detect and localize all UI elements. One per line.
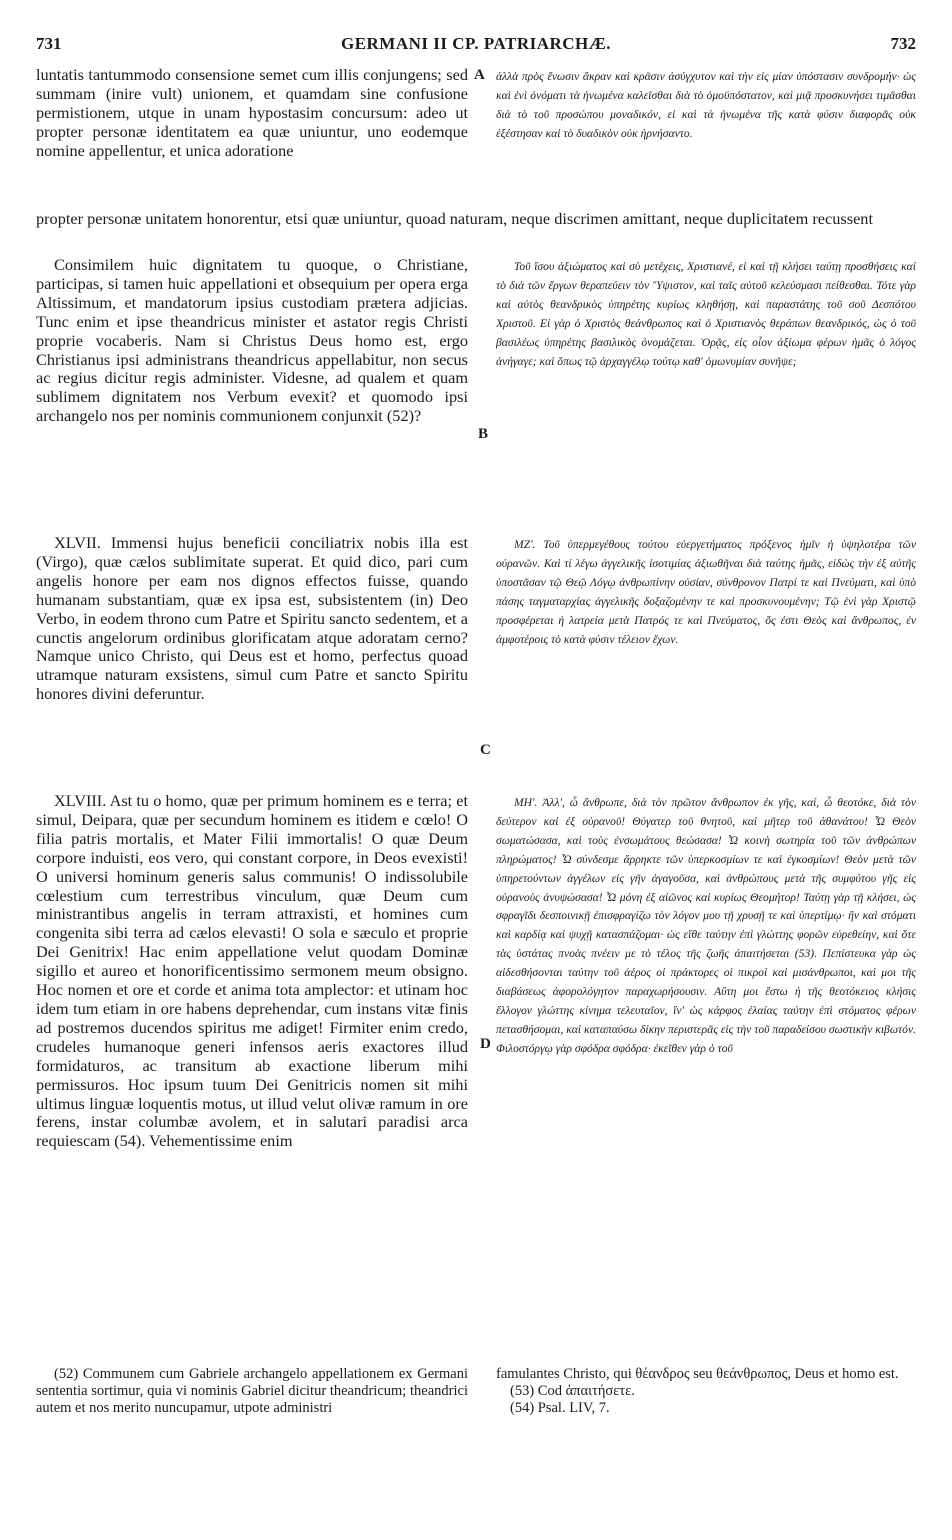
greek-paragraph-4: [496, 794, 916, 1059]
greek-paragraph-2: [496, 258, 916, 371]
running-title: GERMANI II CP. PATRIARCHÆ.: [340, 34, 612, 53]
latin-text: luntatis tantummodo consensione semet cum illis conjungens; sed summam (inire vult) unionem, et quamdam sine confusione permistionem, utque in unam hypostasim concursum: adeo ut propter personæ identitatem ea quæ uniuntur, uno eodemque nomine appellentur, et unica adoratione: [36, 65, 468, 160]
footnote-text: (52) Communem cum Gabriele archangelo appellationem ex Germani sententia sortimur, quia vi nominis Gabriel dicitur theandricum; theandrici autem et nos merito nuncupamur, utpote administri: [36, 1366, 468, 1416]
latin-paragraph-3: [36, 534, 468, 704]
footnote-53: (53) Cod ἀπαιτήσετε.: [510, 1382, 635, 1399]
margin-letter-a: A: [474, 67, 485, 83]
page-number-left: 731: [36, 34, 62, 53]
footnote-52: [36, 1366, 468, 1416]
latin-paragraph-2: [36, 256, 468, 426]
margin-letter-c: C: [480, 742, 491, 758]
margin-letter-b: B: [478, 426, 489, 442]
latin-text: XLVIII. Ast tu o homo, quæ per primum hominem es e terra; et simul, Deipara, quæ per secundum hominem es itidem e cœlo! O filia patris mortalis, et Mater Filii immortalis! O quæ Deum corpore induisti, eos vero, qui constant corpore, in Deos evexisti! O universi hominum generis salus communis! O indissolubile cœlestium cum terrestribus vinculum, quæ Deum cum ministrantibus angelis in terram attraxisti, et homines cum congenita sibi terra ad cælos elevasti! O sola e sæculo et proprie Dei Genitrix! Hac enim appellatione velut quodam Dominæ sigillo et aureo et honorificentissimo sermonem meum obsigno. Hoc nomen et ore et corde et anima tota amplector: et utinam hoc idem tum etiam in ore habens deprehendar, cum instans vitæ finis ad postremos ducendos spiritus me adiget! Firmiter enim credo, crudeles humanoque generi infensos aeris exactores illud formidaturos, ac transitum ab exactione liberum mihi permissuros. Hoc ipsum tuum Dei Genitricis nomen sit mihi ultimus linguæ loquentis motus, ut illud velut olivæ ramum in ore ferens, instar columbæ avolem, et in salutari paradisi arca requiescam (54). Vehementissime enim: [36, 791, 468, 1151]
latin-text: Consimilem huic dignitatem tu quoque, o Christiane, participas, si tamen huic appellationi et obsequium per opera erga Altissimum, et mandatorum ipsius custodiam prætera adjicias. Tunc enim et ipse theandricus minister et astator regis Christi proprie vocaberis. Nam si Christus Deus homo est, ergo Christianus ipsi administrans theandricus appellabitur, non secus ac regius dicitur regis administer. Videsne, ad qualem et quam sublimem dignitatem nos Verbum evexit? et quomodo ipsi archangelo nos per nominis communionem conjunxit (52)?: [36, 255, 468, 426]
footnote-54: (54) Psal. LIV, 7.: [510, 1399, 610, 1416]
greek-text: ΜΖʹ. Τοῦ ὑπερμεγέθους τούτου εὐεργετήματος πρόξενος ἡμῖν ἡ ὑψηλοτέρα τῶν οὐρανῶν. Καὶ τί λέγω ἀγγελικῆς ἰσοτιμίας ἀξιωθῆναι διὰ ταύτης ἡμᾶς, εἰδὼς τὴν ἐξ αὐτῆς ὑποστᾶσαν τῷ Θεῷ Λόγῳ ἀνθρωπίνην οὐσίαν, σύνθρονον Πατρί τε καὶ Πνεύματι, καὶ ὑπὸ πάσης ταγματαρχίας ἀγγελικῆς δοξαζομένην τε καὶ προσκυνουμένην; Τῷ ἑνὶ γὰρ Χριστῷ προσφέρεται ἡ λατρεία μετὰ Πατρός τε καὶ Πνεύματος, ὅς ἐστι Θεὸς καὶ ἄνθρωπος, ἐν ἀμφοτέροις τὸ κατὰ φύσιν τέλειον ἔχων.: [496, 538, 916, 646]
page-number-right: 732: [890, 34, 916, 53]
greek-text: Τοῦ ἴσου ἀξιώματος καὶ σὺ μετέχεις, Χριστιανέ, εἰ καὶ τῇ κλήσει ταύτῃ προσθήσεις καὶ τὸ διὰ τῶν ἔργων θεραπεύειν τὸν Ὕψιστον, καὶ ταῖς αὐτοῦ κελεύσμασι πείθεσθαι. Τότε γὰρ καὶ αὐτὸς θεανδρικὸς ὑπηρέτης κυρίως κληθήσῃ, καὶ παραστάτης τοῦ σοῦ Δεσπότου Χριστοῦ. Εἰ γὰρ ὁ Χριστὸς θεάνθρωπος καὶ ὁ Χριστιανὸς θεράπων θεανδρικός, ὡς ὁ τοῦ βασιλέως ὑπηρέτης βασιλικὸς ὀνομάζεται. Ὁρᾷς, εἰς οἷον ἀξίωμα φέρων ἡμᾶς ὁ λόγος ἀνήγαγε; καὶ ὅπως τῷ ἀρχαγγέλῳ τούτῳ καθ' ὁμωνυμίαν συνῆψε;: [496, 260, 916, 368]
running-header: [36, 34, 916, 58]
footnotes-right: [496, 1366, 916, 1416]
footnote-52-continuation: famulantes Christo, qui θέανδρος seu θεάνθρωπος, Deus et homo est.: [496, 1366, 899, 1382]
greek-text: ΜΗʹ. Ἀλλ', ὦ ἄνθρωπε, διὰ τὸν πρῶτον ἄνθρωπον ἐκ γῆς, καί, ὦ θεοτόκε, διὰ τὸν δεύτερον καὶ ἐξ οὐρανοῦ! Θύγατερ τοῦ θνητοῦ, καὶ μῆτερ τοῦ ἀθανάτου! Ὦ Θεὸν σωματώσασα, καὶ τοὺς ἐνσωμάτους θεώσασα! Ὦ κοινὴ σωτηρία τοῦ τῶν ἀνθρώπων πληρώματος! Ὦ σύνδεσμε ἄρρηκτε τῶν ὑπερκοσμίων τε καὶ ἐγκοσμίων! Θεὸν μετὰ τῶν ὑπηρετούντων ἀγγέλων εἰς γῆν ἀγαγοῦσα, καὶ ἀνθρώπους μετὰ τῆς συμφύτου γῆς εἰς οὐρανοὺς ἀνυψώσασα! Ὦ μόνη ἐξ αἰῶνος καὶ κυρίως Θεομήτορ! Ταύτῃ γὰρ τῇ κλήσει, ὡς σφραγῖδι δεσποινικῇ ἐπισφραγίζω τὸν λόγον μου τῇ χρυσῇ τε καὶ ὑπερτίμῳ· ἣν καὶ στόματι καὶ καρδίᾳ καὶ ψυχῇ κατασπάζομαι· ὡς εἴθε ταύτην ἐπὶ γλώττης φορῶν εὑρεθείην, καὶ ὅτε τὰς ὑστάτας πνοὰς πνέειν με τὸ τέλος τῆς ζωῆς ἀπαιτήσεται (53). Πεπίστευκα γὰρ ὡς αἰδεσθήσονται ταύτην τοῦ ἀέρος οἱ πράκτορες οἱ πικροὶ καὶ μισάνθρωποι, καὶ μοι τῆς διαβάσεως ἀφορολόγητον παραχωρήσουσιν. Αὕτη μοι ἔστω ἡ τῆς θεοτόκειος κλήσις ἔλλογον γλώττης κίνημα τελευταῖον, ἵν' ὡς κάρφος ἐλαίας ταύτην ἐπὶ στόματος φέρων πετασθήσομαι, καὶ καταπαύσω δίκην περιστερᾶς εἰς τὴν τοῦ παραδείσου σωστικὴν κιβωτόν. Φιλοστόργῳ γὰρ σφόδρα σφόδρα· ἐκεῖθεν γὰρ ὁ τοῦ: [496, 796, 916, 1055]
greek-text: ἀλλὰ πρὸς ἕνωσιν ἄκραν καὶ κρᾶσιν ἀσύγχυτον καὶ τὴν εἰς μίαν ὑπόστασιν συνδρομήν· ὡς καὶ ἑνὶ ὀνόματι τὰ ἡνωμένα καλεῖσθαι διὰ τὸ ὁμοϋπόστατον, καὶ μιᾷ προσκυνήσει τιμᾶσθαι διὰ τὸ τοῦ προσώπου μοναδικόν, εἰ καὶ τὰ ἡνωμένα τῆς κατὰ φύσιν διαφορᾶς οὐκ ἐξέστησαν καὶ τὸ δυαδικὸν οὐκ ἠρνήσαντο.: [496, 70, 916, 140]
margin-letter-d: D: [480, 1036, 491, 1052]
latin-text: XLVII. Immensi hujus beneficii conciliatrix nobis illa est (Virgo), quæ cælos sublimitate superat. Et quid dico, pari cum angelis honore per eam nos dignos effectos fuisse, quando humanam substantiam, quæ ex ipsa est, subsistentem (in) Deo Verbo, in eodem throno cum Patre et Spiritu sancto sedentem, et a cunctis angelorum ordinibus glorificatam atque adoratam cerno? Namque unico Christo, qui Deus est et homo, perfectus quoad utramque naturam exsistens, simul cum Patre et sancto Spiritu honores divini deferuntur.: [36, 533, 468, 704]
greek-paragraph-3: [496, 536, 916, 649]
latin-paragraph-1: [36, 66, 468, 161]
latin-text-wide: propter personæ unitatem honorentur, etsi quæ uniuntur, quoad naturam, neque discrimen amittant, neque duplicitatem recussent: [36, 209, 873, 228]
latin-paragraph-4: [36, 792, 468, 1151]
latin-paragraph-1-continuation: [36, 210, 916, 229]
greek-paragraph-1: [496, 68, 916, 144]
